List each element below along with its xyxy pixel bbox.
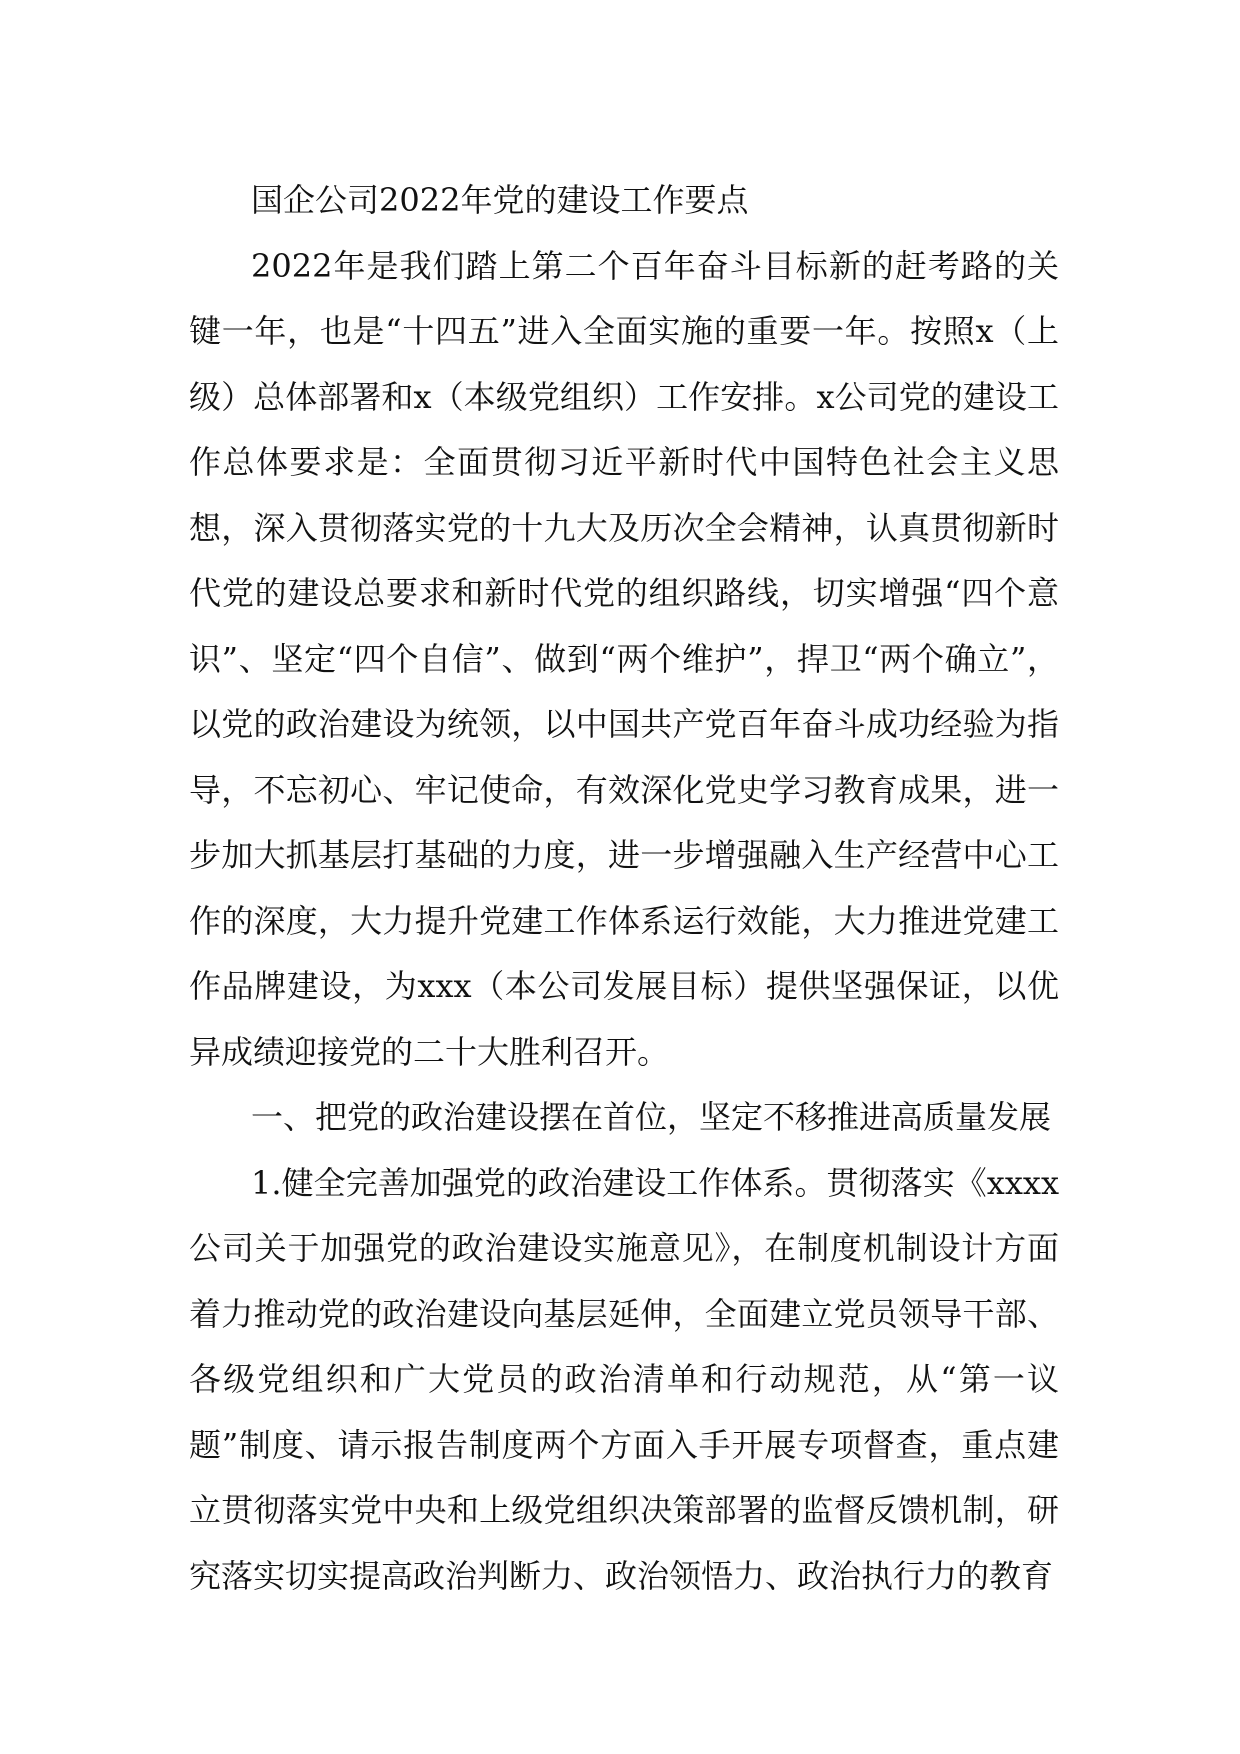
intro-paragraph: 2022年是我们踏上第二个百年奋斗目标新的赶考路的关键一年，也是“十四五”进入全面实施的重要一年。按照x（上级）总体部署和x（本级党组织）工作安排。x公司党的建设工作总体要求是：全面贯彻习近平新时代中国特色社会主义思想，深入贯彻落实党的十九大及历次全会精神，认真贯彻新时代党的建设总要求和新时代党的组织路线，切实增强“四个意识”、坚定“四个自信”、做到“两个维护”，捍卫“两个确立”，以党的政治建设为统领，以中国共产党百年奋斗成功经验为指导，不忘初心、牢记使命，有效深化党史学习教育成果，进一步加大抓基层打基础的力度，进一步增强融入生产经营中心工作的深度，大力提升党建工作体系运行效能，大力推进党建工作品牌建设，为xxx（本公司发展目标）提供坚强保证，以优异成绩迎接党的二十大胜利召开。	[189, 246, 1059, 1071]
document-body	[189, 168, 1059, 1609]
section-heading: 一、把党的政治建设摆在首位，坚定不移推进高质量发展	[251, 1098, 1052, 1136]
document-title: 国企公司2022年党的建设工作要点	[251, 181, 749, 219]
item-paragraph: 1.健全完善加强党的政治建设工作体系。贯彻落实《xxxx公司关于加强党的政治建设实施意见》，在制度机制设计方面着力推动党的政治建设向基层延伸，全面建立党员领导干部、各级党组织和广大党员的政治清单和行动规范，从“第一议题”制度、请示报告制度两个方面入手开展专项督查，重点建立贯彻落实党中央和上级党组织决策部署的监督反馈机制，研究落实切实提高政治判断力、政治领悟力、政治执行力的教育	[189, 1163, 1059, 1595]
